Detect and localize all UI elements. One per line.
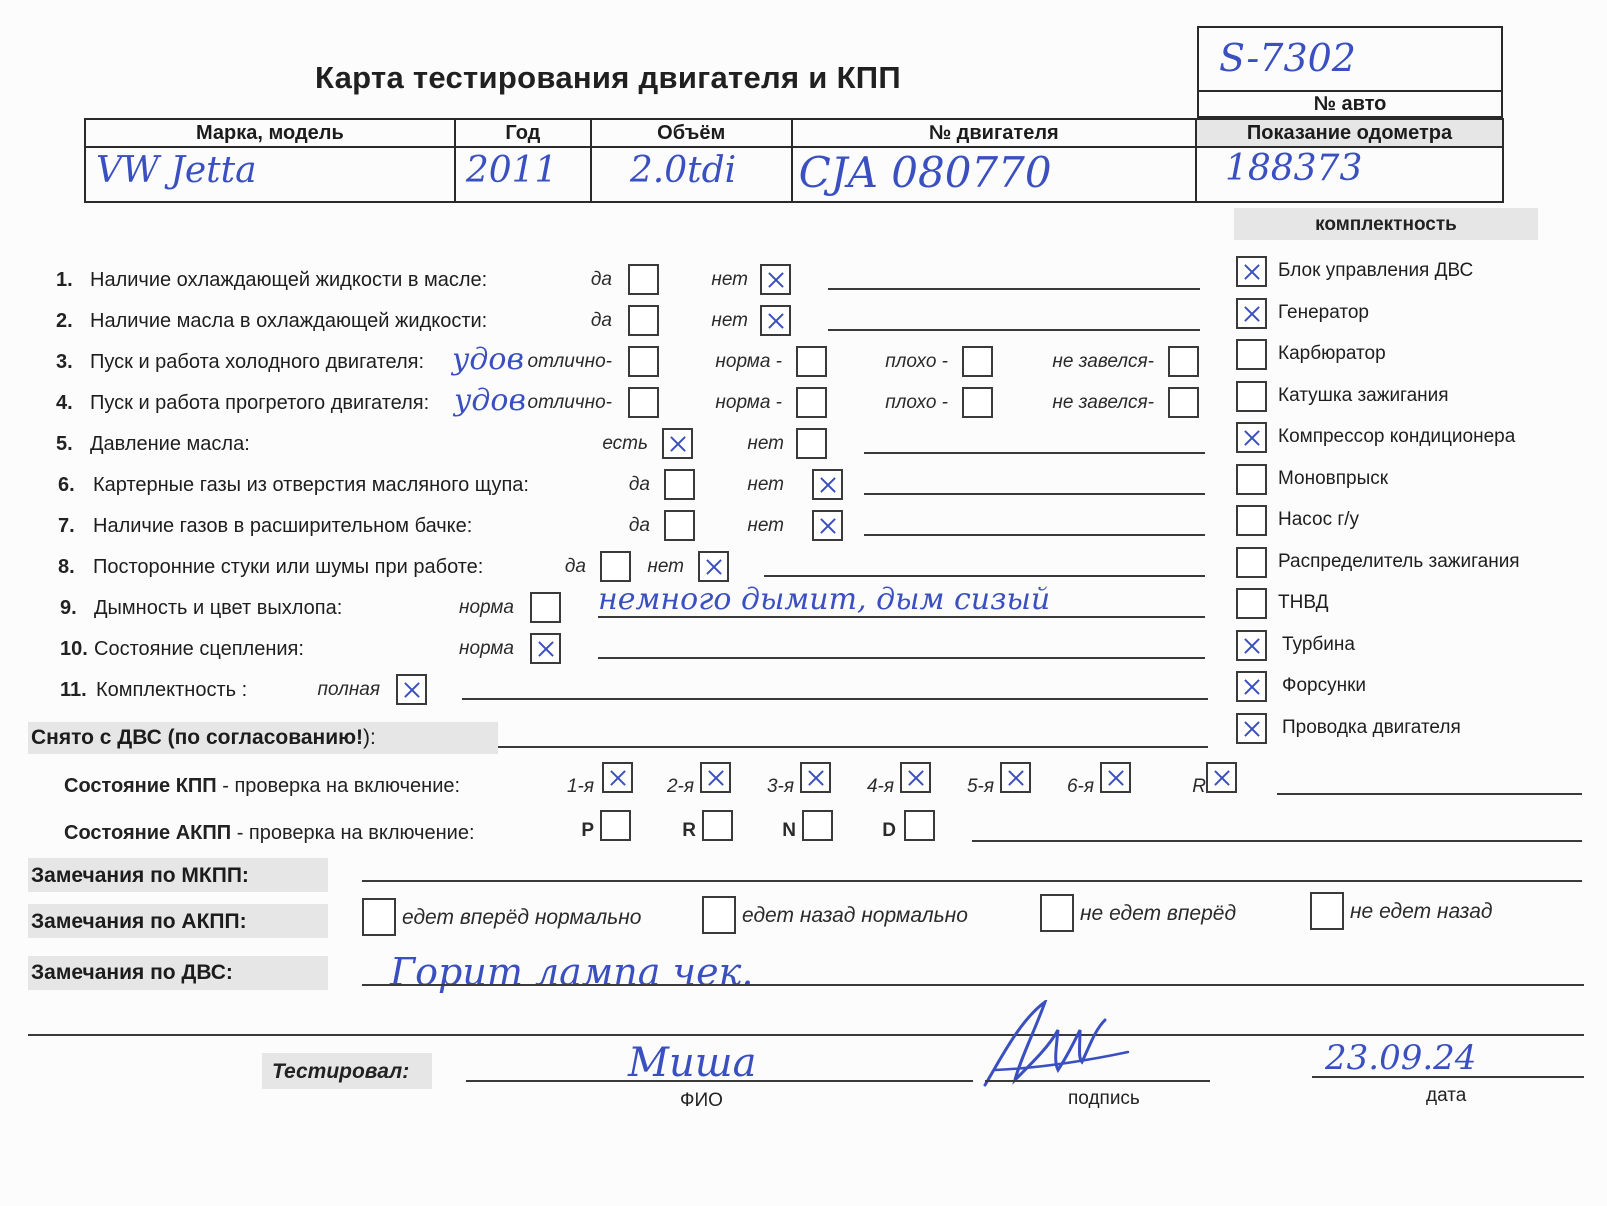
question-option-label: норма - xyxy=(715,392,782,413)
kit-checkbox[interactable] xyxy=(1236,256,1267,287)
question-note: удов xyxy=(452,342,524,377)
gear-label: 4-я xyxy=(866,776,894,797)
kit-item-label: Насос г/у xyxy=(1278,509,1360,530)
gear-checkbox[interactable] xyxy=(602,762,633,793)
question-option-checkbox[interactable] xyxy=(530,633,561,664)
question-option-checkbox[interactable] xyxy=(1168,346,1199,377)
dvs-remarks-label: Замечания по ДВС: xyxy=(31,961,233,984)
gear-checkbox[interactable] xyxy=(700,762,731,793)
akpp-remark-checkbox[interactable] xyxy=(702,896,736,934)
kit-checkbox[interactable] xyxy=(1236,422,1267,453)
kit-checkbox[interactable] xyxy=(1236,713,1267,744)
question-option-label: отлично- xyxy=(527,392,612,413)
question-answer-line xyxy=(764,575,1205,577)
question-option-checkbox[interactable] xyxy=(796,346,827,377)
gear-checkbox[interactable] xyxy=(900,762,931,793)
question-number: 1. xyxy=(56,269,73,291)
question-answer-line xyxy=(864,534,1205,536)
question-option-label: да xyxy=(564,556,586,577)
kit-checkbox[interactable] xyxy=(1236,588,1267,619)
auto-number-label: № авто xyxy=(1313,93,1387,115)
akpp-remark-checkbox[interactable] xyxy=(1310,892,1344,930)
gear-label: 5-я xyxy=(966,776,994,797)
kit-item-label: Карбюратор xyxy=(1278,343,1386,364)
kit-checkbox[interactable] xyxy=(1236,630,1267,661)
kit-checkbox[interactable] xyxy=(1236,339,1267,370)
akpp-mode-checkbox[interactable] xyxy=(702,810,733,841)
auto-number-box xyxy=(1197,26,1503,118)
akpp-remark-label: едет вперёд нормально xyxy=(402,906,642,929)
gear-checkbox[interactable] xyxy=(1206,762,1237,793)
akpp-mode-label: D xyxy=(882,820,896,841)
question-option-checkbox[interactable] xyxy=(760,305,791,336)
year-value: 2011 xyxy=(465,150,558,191)
col-odometer-header: Показание одометра xyxy=(1196,119,1503,147)
mkpp-remarks-label: Замечания по МКПП: xyxy=(31,864,249,887)
akpp-mode-checkbox[interactable] xyxy=(600,810,631,841)
question-number: 7. xyxy=(58,515,75,537)
question-option-label: норма xyxy=(459,638,514,659)
question-text: Пуск и работа прогретого двигателя: xyxy=(90,392,430,414)
question-answer-line xyxy=(864,493,1205,495)
question-option-checkbox[interactable] xyxy=(628,305,659,336)
kpp-label-bold: Состояние КПП xyxy=(64,775,217,797)
akpp-mode-label: P xyxy=(581,820,594,841)
akpp-remark-checkbox[interactable] xyxy=(1040,894,1074,932)
kit-item-label: Генератор xyxy=(1278,301,1369,323)
kit-checkbox[interactable] xyxy=(1236,547,1267,578)
question-option-checkbox[interactable] xyxy=(760,264,791,295)
kit-item-label: Моновпрыск xyxy=(1278,467,1389,489)
removed-line xyxy=(498,746,1208,748)
akpp-label-bold: Состояние АКПП xyxy=(64,822,232,844)
mkpp-remarks-line xyxy=(362,880,1582,882)
volume-value: 2.0tdi xyxy=(629,150,737,191)
question-text: Давление масла: xyxy=(90,433,250,455)
kit-item-label: Форсунки xyxy=(1282,675,1366,696)
akpp-mode-label: R xyxy=(682,820,696,841)
question-answer-line xyxy=(598,657,1205,659)
question-option-label: не завелся- xyxy=(1052,351,1154,372)
kit-item-label: ТНВД xyxy=(1278,592,1329,613)
gear-label: 1-я xyxy=(566,776,594,797)
question-option-checkbox[interactable] xyxy=(662,428,693,459)
akpp-remark-label: едет назад нормально xyxy=(742,904,968,927)
question-option-label: нет xyxy=(747,433,784,454)
question-option-checkbox[interactable] xyxy=(396,674,427,705)
question-text: Наличие охлаждающей жидкости в масле: xyxy=(90,269,488,291)
question-number: 5. xyxy=(56,433,73,455)
question-option-checkbox[interactable] xyxy=(664,510,695,541)
gear-checkbox[interactable] xyxy=(1100,762,1131,793)
question-option-label: да xyxy=(590,310,612,331)
question-option-checkbox[interactable] xyxy=(796,387,827,418)
kpp-label xyxy=(64,775,460,798)
akpp-label xyxy=(64,822,475,845)
kpp-label-rest: - проверка на включение: xyxy=(216,775,461,797)
fio-line xyxy=(466,1080,973,1082)
question-text: Пуск и работа холодного двигателя: xyxy=(90,351,425,373)
kit-item-label: Турбина xyxy=(1282,633,1355,655)
odometer-value: 188373 xyxy=(1224,148,1363,189)
dvs-remarks-value: Горит лампа чек. xyxy=(390,950,754,994)
dvs-remarks-line xyxy=(362,984,1584,986)
question-number: 3. xyxy=(56,351,73,373)
odometer-cell xyxy=(1196,147,1503,202)
question-option-label: да xyxy=(628,515,650,536)
akpp-mode-label: N xyxy=(782,820,796,841)
gear-label: 2-я xyxy=(666,776,694,797)
exhaust-note: немного дымит, дым сизый xyxy=(598,582,1051,617)
signature xyxy=(980,1000,1130,1090)
volume-cell xyxy=(591,147,792,202)
question-option-label: нет xyxy=(711,310,748,331)
question-option-label: да xyxy=(590,269,612,290)
question-number: 11. xyxy=(60,679,87,701)
model-value: VW Jetta xyxy=(96,150,257,191)
question-option-label: нет xyxy=(647,556,684,577)
signature-caption: подпись xyxy=(1068,1088,1140,1109)
question-option-label: плохо - xyxy=(885,392,948,413)
akpp-remark-label: не едет назад xyxy=(1350,900,1493,923)
year-cell xyxy=(455,147,591,202)
date-line xyxy=(1312,1076,1584,1078)
kit-checkbox[interactable] xyxy=(1236,381,1267,412)
question-answer-line xyxy=(828,288,1200,290)
removed-label-rest: ): xyxy=(363,726,376,749)
engine-value: CJA 080770 xyxy=(798,148,1052,197)
question-option-checkbox[interactable] xyxy=(796,428,827,459)
kit-checkbox[interactable] xyxy=(1236,298,1267,329)
question-option-label: отлично- xyxy=(527,351,612,372)
question-option-checkbox[interactable] xyxy=(628,387,659,418)
question-answer-line xyxy=(462,698,1208,700)
question-number: 6. xyxy=(58,474,75,496)
akpp-line xyxy=(972,840,1582,842)
fio-value: Миша xyxy=(628,1040,757,1086)
akpp-remarks-label: Замечания по АКПП: xyxy=(31,910,247,933)
gear-label: 6-я xyxy=(1066,776,1094,797)
question-text: Наличие газов в расширительном бачке: xyxy=(93,515,473,537)
col-model-header: Марка, модель xyxy=(85,119,455,147)
kit-checkbox[interactable] xyxy=(1236,505,1267,536)
kit-item-label: Блок управления ДВС xyxy=(1278,260,1474,281)
kit-item-label: Компрессор кондиционера xyxy=(1278,426,1516,447)
question-option-checkbox[interactable] xyxy=(962,387,993,418)
akpp-mode-checkbox[interactable] xyxy=(904,810,935,841)
date-caption: дата xyxy=(1426,1085,1467,1106)
tested-label: Тестировал: xyxy=(272,1060,410,1083)
question-option-label: норма - xyxy=(715,351,782,372)
kit-checkbox[interactable] xyxy=(1236,464,1267,495)
question-text: Состояние сцепления: xyxy=(94,638,304,660)
question-option-label: плохо - xyxy=(885,351,948,372)
removed-label-bold: Снято с ДВС (по согласованию! xyxy=(31,726,364,749)
date-value: 23.09.24 xyxy=(1325,1038,1477,1078)
question-text: Дымность и цвет выхлопа: xyxy=(94,597,343,619)
akpp-remark-label: не едет вперёд xyxy=(1080,902,1237,925)
question-option-checkbox[interactable] xyxy=(628,264,659,295)
question-option-label: да xyxy=(628,474,650,495)
question-option-checkbox[interactable] xyxy=(812,469,843,500)
question-option-checkbox[interactable] xyxy=(962,346,993,377)
kit-item-label: Распределитель зажигания xyxy=(1278,550,1520,572)
auto-number-value: S-7302 xyxy=(1219,36,1356,80)
akpp-mode-checkbox[interactable] xyxy=(802,810,833,841)
question-answer-line xyxy=(828,329,1200,331)
signature-line xyxy=(985,1080,1210,1082)
question-option-checkbox[interactable] xyxy=(698,551,729,582)
question-option-label: есть xyxy=(602,433,648,454)
akpp-label-rest: - проверка на включение: xyxy=(231,822,475,844)
question-option-checkbox[interactable] xyxy=(812,510,843,541)
question-option-checkbox[interactable] xyxy=(628,346,659,377)
question-option-label: полная xyxy=(317,679,380,700)
question-option-label: нет xyxy=(711,269,748,290)
kit-title: комплектность xyxy=(1315,214,1457,235)
akpp-remark-checkbox[interactable] xyxy=(362,898,396,936)
question-option-label: нет xyxy=(747,474,784,495)
kit-item-label: Проводка двигателя xyxy=(1282,716,1461,738)
question-number: 8. xyxy=(58,556,75,578)
question-option-checkbox[interactable] xyxy=(530,592,561,623)
question-text: Посторонние стуки или шумы при работе: xyxy=(93,556,484,578)
page-title: Карта тестирования двигателя и КПП xyxy=(315,60,901,95)
question-option-checkbox[interactable] xyxy=(600,551,631,582)
gear-checkbox[interactable] xyxy=(1000,762,1031,793)
col-engine-header: № двигателя xyxy=(792,119,1196,147)
question-option-label: нет xyxy=(747,515,784,536)
kpp-line xyxy=(1277,793,1582,795)
removed-label xyxy=(31,726,376,750)
header-table xyxy=(84,118,1504,203)
gear-label: 3-я xyxy=(766,776,794,797)
question-option-checkbox[interactable] xyxy=(1168,387,1199,418)
question-text: Картерные газы из отверстия масляного щупа: xyxy=(93,474,529,496)
remarks-extra-line xyxy=(28,1034,1584,1036)
question-number: 4. xyxy=(56,392,73,414)
question-number: 2. xyxy=(56,310,73,332)
question-option-label: норма xyxy=(459,597,514,618)
engine-cell xyxy=(792,147,1196,202)
gear-label: R xyxy=(1192,776,1206,797)
question-note: удов xyxy=(454,383,526,418)
kit-item-label: Катушка зажигания xyxy=(1278,384,1449,406)
model-cell xyxy=(85,147,455,202)
question-number: 10. xyxy=(60,638,88,660)
question-option-checkbox[interactable] xyxy=(664,469,695,500)
col-year-header: Год xyxy=(455,119,591,147)
question-text: Наличие масла в охлаждающей жидкости: xyxy=(90,310,488,332)
fio-caption: ФИО xyxy=(680,1090,723,1111)
question-option-label: не завелся- xyxy=(1052,392,1154,413)
kit-checkbox[interactable] xyxy=(1236,671,1267,702)
question-text: Комплектность : xyxy=(96,679,248,701)
question-number: 9. xyxy=(60,597,77,619)
question-answer-line xyxy=(864,452,1205,454)
col-volume-header: Объём xyxy=(591,119,792,147)
gear-checkbox[interactable] xyxy=(800,762,831,793)
